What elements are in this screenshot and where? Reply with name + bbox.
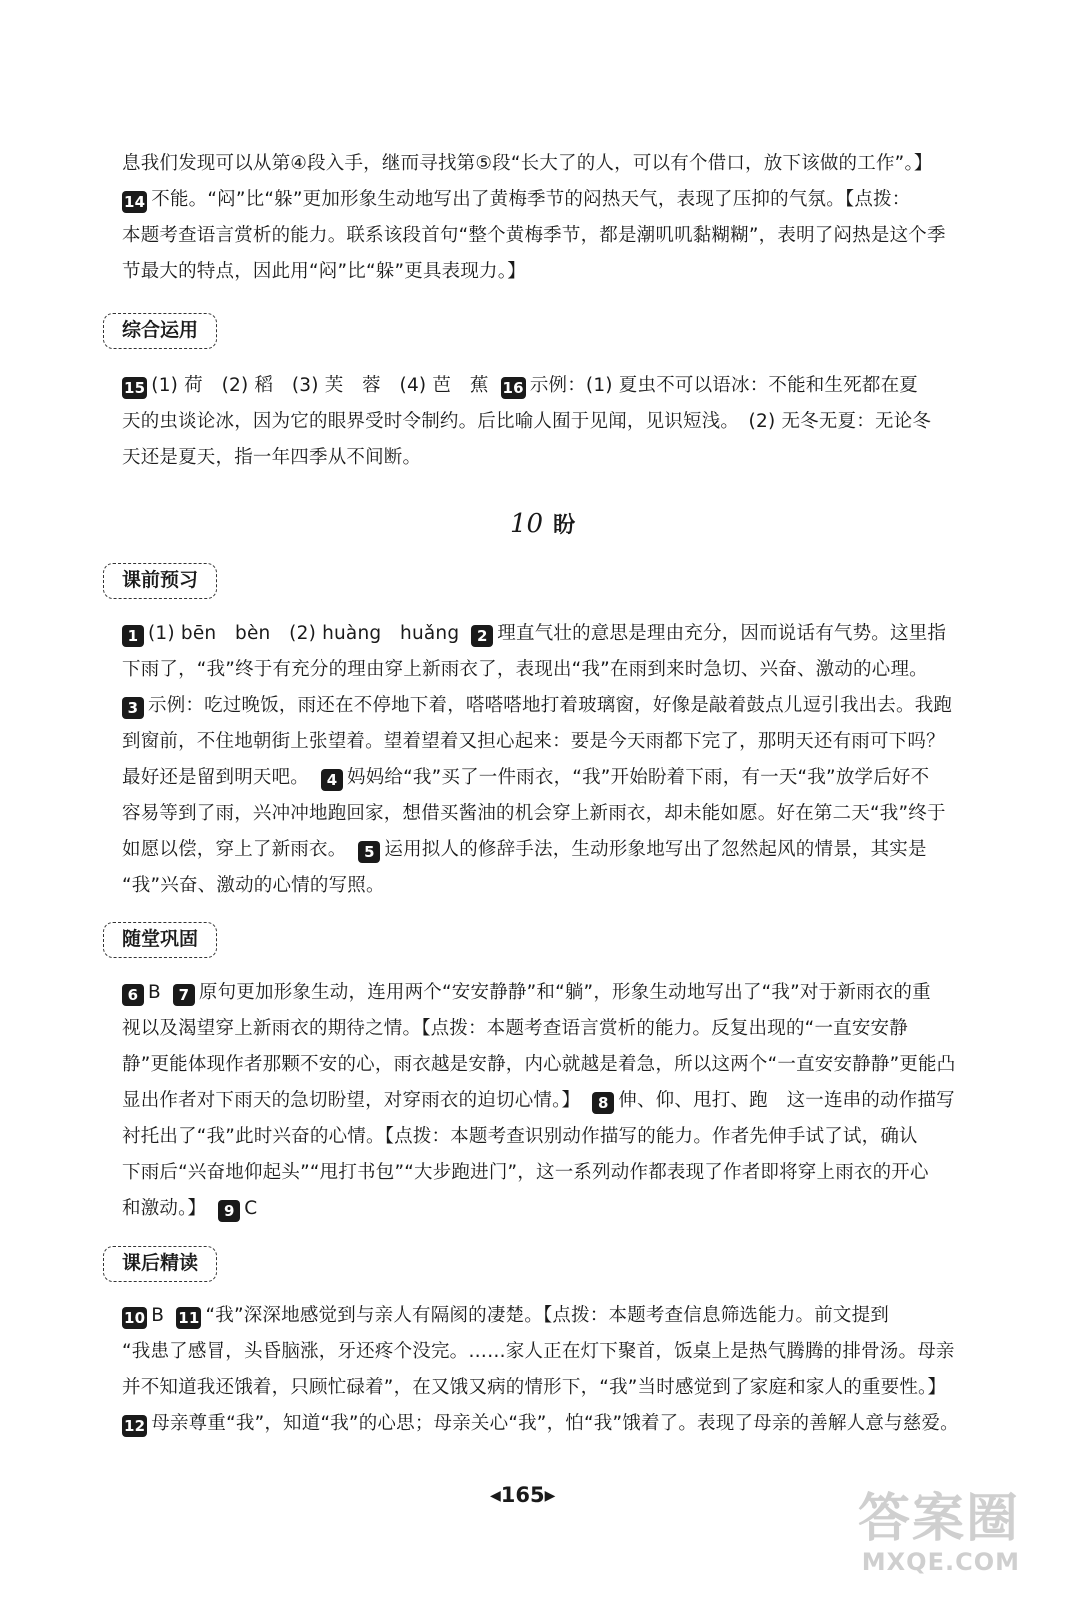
page-number-value: 165 (500, 1483, 545, 1507)
text-line: 衬托出了“我”此时兴奋的心情。【点拨：本题考查识别动作描写的能力。作者先伸手试了试，确认 (122, 1126, 918, 1147)
text-line: 本题考查语言赏析的能力。联系该段首句“整个黄梅季节，都是潮叽叽黏糊糊”，表明了闷热是这个季 (122, 225, 946, 246)
text-line: 下雨了，“我”终于有充分的理由穿上新雨衣了，表现出“我”在雨到来时急切、兴奋、激动的心理。 (122, 659, 928, 680)
right-arrow-icon: ▶ (544, 1488, 556, 1504)
question-number-16: 16 (502, 379, 524, 397)
text-line: 容易等到了雨，兴冲冲地跑回家，想借买酱油的机会穿上新雨衣，却未能如愿。好在第二天“我”终于 (122, 803, 946, 824)
answer-6: B (148, 982, 161, 1003)
lesson-title (510, 508, 575, 542)
question-number-7: 7 (173, 984, 195, 1006)
answer-3-end: 最好还是留到明天吧。 (122, 767, 310, 788)
answer-7: 原句更加形象生动，连用两个“安安静静”和“躺”，形象生动地写出了“我”对于新雨衣的重 (198, 982, 931, 1003)
question-number-11: 11 (178, 1309, 200, 1327)
left-arrow-icon: ◀ (490, 1488, 501, 1504)
question-number-12: 12 (124, 1417, 146, 1435)
text-line: “我患了感冒，头昏脑涨，牙还疼个没完。……家人正在灯下聚首，饭桌上是热气腾腾的排骨汤。母亲 (122, 1341, 955, 1362)
text-line: 节最大的特点，因此用“闷”比“躲”更具表现力。】 (122, 261, 526, 282)
text-line: 天还是夏天，指一年四季从不间断。 (122, 447, 422, 468)
text-line: 到窗前，不住地朝街上张望着。望着望着又担心起来：要是今天雨都下完了，那明天还有雨可下吗？ (122, 731, 945, 752)
watermark-url: MXQE.COM (861, 1548, 1020, 1576)
text-line (122, 1083, 974, 1119)
question-number-3: 3 (122, 697, 144, 719)
text-line: 天的虫谈论冰，因为它的眼界受时令制约。后比喻人囿于见闻，见识短浅。 (2) 无冬无夏：无论冬 (122, 411, 932, 432)
section-tag-keqian: 课前预习 (103, 563, 217, 599)
question-number-14: 14 (124, 193, 146, 211)
watermark (850, 1490, 1020, 1576)
question-number-4: 4 (321, 769, 343, 791)
answer-7-end: 显出作者对下雨天的急切盼望，对穿雨衣的迫切心情。】 (122, 1090, 581, 1111)
answer-11: “我”深深地感觉到与亲人有隔阂的凄楚。【点拨：本题考查信息筛选能力。前文提到 (205, 1305, 889, 1326)
answer-8-end: 和激动。】 (122, 1198, 207, 1219)
question-number-1: 1 (122, 625, 144, 647)
text-line (122, 1298, 974, 1334)
page-number (490, 1480, 555, 1511)
watermark-logo: 答案圈 (857, 1489, 1020, 1549)
lesson-name: 盼 (553, 513, 576, 538)
answer-9: C (244, 1198, 258, 1219)
answer-4-end: 如愿以偿，穿上了新雨衣。 (122, 839, 347, 860)
text-line (122, 975, 974, 1011)
text-line (122, 182, 974, 218)
answer-3: 示例：吃过晚饭，雨还在不停地下着，嗒嗒嗒地打着玻璃窗，好像是敲着鼓点儿逗引我出去。我跑 (148, 695, 953, 716)
text-line: 静”更能体现作者那颗不安的心，雨衣越是安静，内心就越是着急，所以这两个“一直安安静静”更能凸 (122, 1054, 956, 1075)
text-line: 视以及渴望穿上新雨衣的期待之情。【点拨：本题考查语言赏析的能力。反复出现的“一直安安静 (122, 1018, 908, 1039)
answer-8: 伸、仰、甩打、跑 这一连串的动作描写 (618, 1090, 955, 1111)
text-line: “我”兴奋、激动的心情的写照。 (122, 875, 385, 896)
question-number-10: 10 (124, 1309, 146, 1327)
section-tag-zonghe: 综合运用 (103, 313, 217, 349)
text-line: 息我们发现可以从第④段入手，继而寻找第⑤段“长大了的人，可以有个借口，放下该做的工作”。】 (122, 153, 933, 174)
answer-10: B (151, 1305, 165, 1326)
answers-block-2 (122, 368, 974, 476)
question-number-8: 8 (592, 1092, 614, 1114)
section-tag-suitang: 随堂巩固 (103, 922, 217, 958)
text-line (122, 760, 974, 796)
answer-1: (1) bēn bèn (2) huàng huǎng (148, 623, 460, 644)
answers-block-1 (122, 146, 974, 290)
text-line (122, 1191, 974, 1227)
answer-14: 不能。“闷”比“躲”更加形象生动地写出了黄梅季节的闷热天气，表现了压抑的气氛。【点拨： (151, 189, 911, 210)
question-number-15: 15 (124, 379, 146, 397)
text-line (122, 832, 974, 868)
text-line (122, 368, 974, 404)
answer-5: 运用拟人的修辞手法，生动形象地写出了忽然起风的情景，其实是 (384, 839, 927, 860)
question-number-5: 5 (358, 841, 380, 863)
lesson-number: 10 (510, 509, 544, 539)
answer-16: 示例：(1) 夏虫不可以语冰：不能和生死都在夏 (529, 375, 919, 396)
answer-2: 理直气壮的意思是理由充分，因而说话有气势。这里指 (497, 623, 947, 644)
question-number-9: 9 (218, 1200, 240, 1222)
answer-15: (1) 荷 (2) 稻 (3) 芙 蓉 (4) 芭 蕉 (151, 375, 489, 396)
question-number-2: 2 (471, 625, 493, 647)
answers-block-5 (122, 1298, 974, 1442)
text-line (122, 616, 974, 652)
answers-block-4 (122, 975, 974, 1227)
text-line: 并不知道我还饿着，只顾忙碌着”，在又饿又病的情形下，“我”当时感觉到了家庭和家人的重要性。】 (122, 1377, 947, 1398)
section-tag-kehou: 课后精读 (103, 1246, 217, 1282)
answers-block-3 (122, 616, 974, 904)
answer-12: 母亲尊重“我”，知道“我”的心思；母亲关心“我”，怕“我”饿着了。表现了母亲的善解人意与慈爱。 (151, 1413, 959, 1434)
answer-4: 妈妈给“我”买了一件雨衣，“我”开始盼着下雨，有一天“我”放学后好不 (347, 767, 930, 788)
text-line: 下雨后“兴奋地仰起头”“甩打书包”“大步跑进门”，这一系列动作都表现了作者即将穿上雨衣的开心 (122, 1162, 929, 1183)
text-line (122, 1406, 974, 1442)
question-number-6: 6 (122, 984, 144, 1006)
text-line (122, 688, 974, 724)
